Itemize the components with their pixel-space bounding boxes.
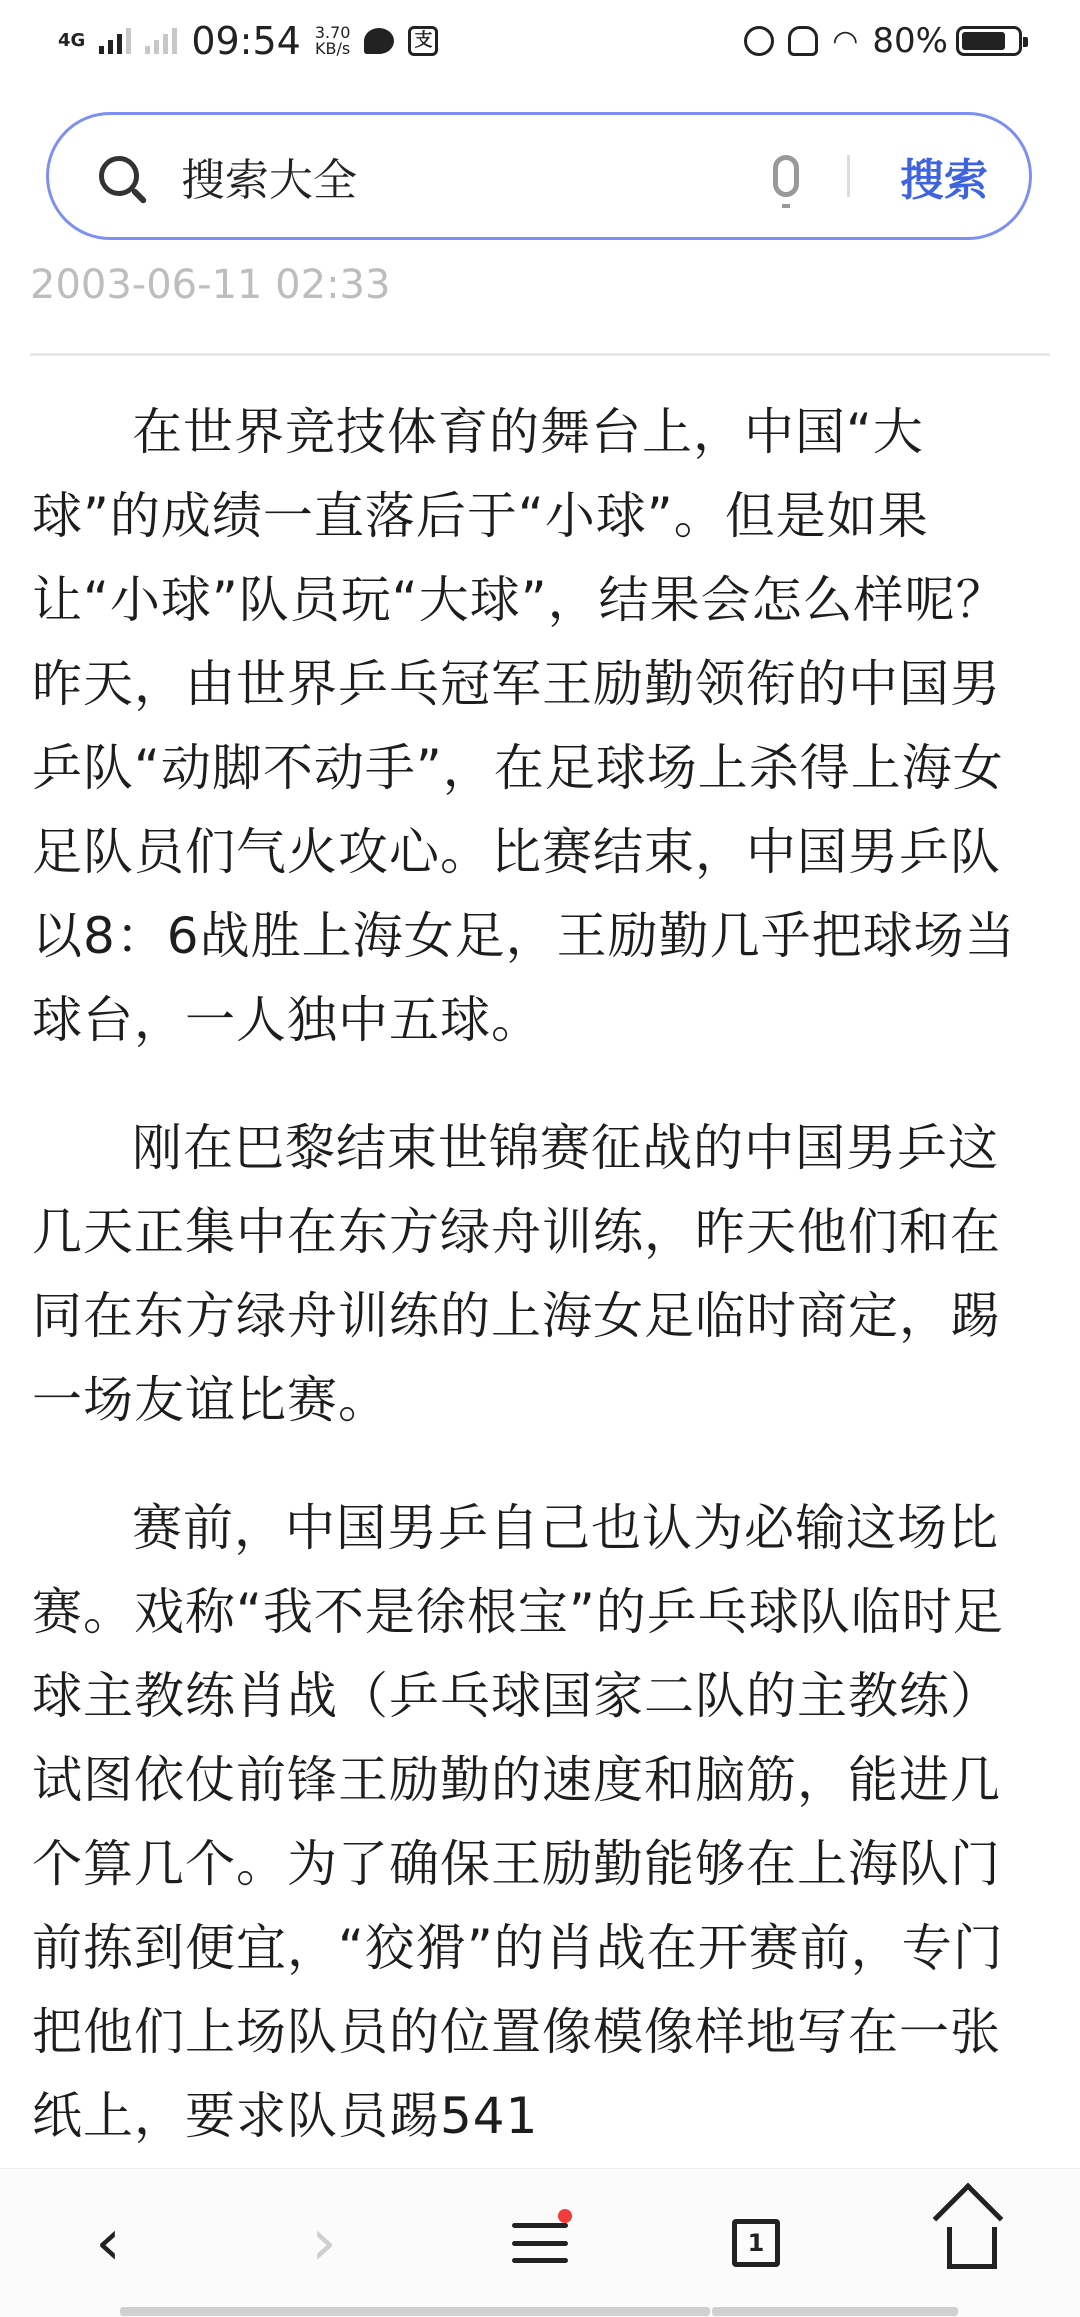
network-speed-unit: KB/s: [315, 39, 351, 58]
notification-dot: [558, 2209, 572, 2223]
chat-notification-icon: [364, 28, 394, 54]
battery-tip: [1023, 37, 1028, 47]
search-button[interactable]: 搜索: [900, 155, 988, 206]
status-bar-left: [58, 19, 438, 63]
microphone-icon[interactable]: [773, 155, 799, 197]
wifi-icon: ◠: [832, 23, 859, 59]
menu-button[interactable]: [480, 2183, 600, 2303]
network-speed: [315, 25, 351, 57]
search-bar[interactable]: [46, 112, 1032, 240]
back-icon: ‹: [95, 2206, 121, 2280]
divider: [30, 353, 1050, 356]
menu-icon: [512, 2223, 568, 2263]
battery-icon: [956, 26, 1022, 56]
network-speed-value: 3.70: [314, 23, 351, 42]
signal-icon-sim2: [145, 28, 177, 54]
tabs-button[interactable]: [696, 2183, 816, 2303]
forward-button[interactable]: [264, 2183, 384, 2303]
battery-indicator: [872, 21, 1022, 61]
search-input[interactable]: [179, 150, 723, 203]
battery-percent: 80%: [872, 21, 948, 61]
gesture-bar: [120, 2307, 382, 2316]
forward-icon: ›: [311, 2206, 337, 2280]
signal-icon: [99, 28, 131, 54]
home-button[interactable]: [912, 2183, 1032, 2303]
alarm-icon: [744, 26, 774, 56]
article-paragraph: 赛前，中国男乒自己也认为必输这场比赛。戏称“我不是徐根宝”的乒乓球队临时足球主教练肖战（乒乓球国家二队的主教练）试图依仗前锋王励勤的速度和脑筋，能进几个算几个。为了确保王励勤能够在上海队门前拣到便宜，“狡猾”的肖战在开赛前，专门把他们上场队员的位置像模像样地写在一张纸上，要求队员踢541: [32, 1499, 1004, 2145]
search-divider: [847, 155, 850, 197]
battery-level: [962, 32, 1005, 50]
alipay-notification-icon: 支: [408, 26, 438, 56]
article-paragraph: 在世界竞技体育的舞台上，中国“大球”的成绩一直落后于“小球”。但是如果让“小球”队员玩“大球”，结果会怎么样呢？昨天，由世界乒乓冠军王励勤领衔的中国男乒队“动脚不动手”，在足球场上杀得上海女足队员们气火攻心。比赛结束，中国男乒队以8：6战胜上海女足，王励勤几乎把球场当球台，一人独中五球。: [32, 403, 1016, 1049]
article-body: [32, 390, 1032, 2202]
article-paragraph: 刚在巴黎结束世锦赛征战的中国男乒这几天正集中在东方绿舟训练，昨天他们和在同在东方绿舟训练的上海女足临时商定，踢一场友谊比赛。: [32, 1119, 1001, 1429]
bottom-navigation: [0, 2168, 1080, 2317]
mute-icon: [788, 26, 818, 56]
home-base: [947, 2227, 997, 2269]
gesture-bar: [370, 2307, 710, 2316]
home-icon: [947, 2217, 997, 2269]
back-button[interactable]: [48, 2183, 168, 2303]
clock: 09:54: [191, 19, 301, 63]
tabs-icon: 1: [732, 2219, 780, 2267]
status-bar: [0, 0, 1080, 82]
article-date: 2003-06-11 02:33: [30, 262, 391, 308]
network-type: 4G: [58, 30, 86, 51]
gesture-bar: [712, 2307, 958, 2316]
search-icon: [99, 156, 139, 196]
status-bar-right: [744, 21, 1022, 61]
